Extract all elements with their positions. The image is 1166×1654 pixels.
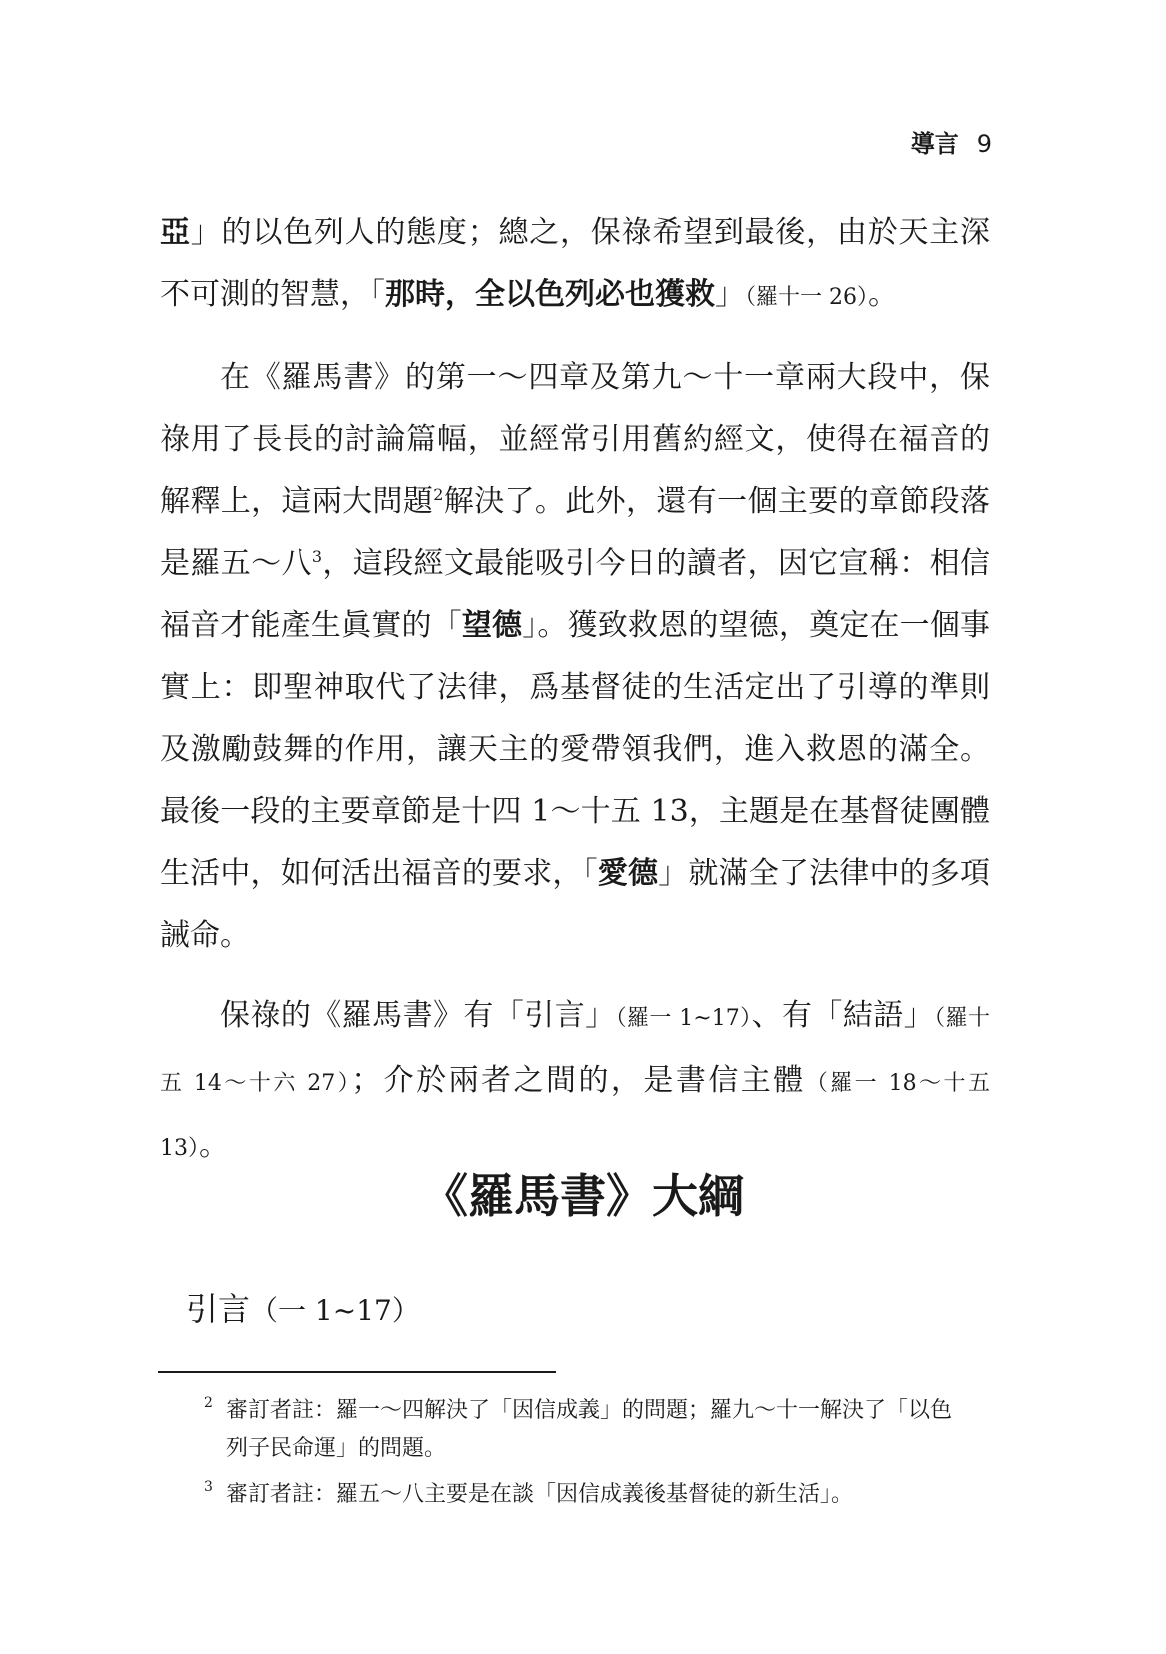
paragraph-3: 保祿的《羅馬書》有「引言」（羅一 1~17）、有「結語」（羅十五 14～十六 27）；介於兩者之間的，是書信主體（羅一 18～十五 13）。 [160,998,991,1163]
bold-term-love: 愛德 [597,856,659,891]
footnote-divider [158,1371,556,1373]
scripture-reference: （羅十一 26） [745,285,868,310]
bold-term-hope: 望德 [461,608,523,643]
scripture-reference: （羅一 1~17） [615,1006,752,1031]
sub-heading [186,1284,420,1330]
footnote-text: 審訂者註：羅一～四解決了「因信成義」的問題；羅九～十一解決了「以色列子民命運」的問題。 [226,1398,953,1461]
footnotes [200,1392,960,1522]
sub-heading-reference: （一 1~17） [250,1294,420,1327]
running-header [911,124,992,159]
footnote-3 [200,1476,960,1514]
footnote-text: 審訂者註：羅五～八主要是在談「因信成義後基督徒的新生活」。 [226,1482,854,1507]
footnote-mark: 2 [204,1395,213,1411]
bold-quote: 那時，全以色列必也獲救 [385,277,715,312]
footnote-mark: 3 [204,1479,213,1495]
header-section-title: 導言 [910,130,959,158]
scripture-reference: （羅一 18～十五 13） [160,1071,990,1161]
sub-heading-label: 引言 [186,1290,251,1328]
paragraph-1: 亞」的以色列人的態度；總之，保祿希望到最後，由於天主深不可測的智慧，「那時，全以色列必也獲救」（羅十一 26）。 [160,215,991,312]
section-title: 《羅馬書》大綱 [422,1169,744,1223]
bold-text: 亞 [160,215,191,250]
body-text [160,202,990,1198]
footnote-ref-2[interactable]: 2 [433,485,444,504]
page-number: 9 [976,130,992,158]
scripture-reference: （羅十五 14～十六 27） [160,1006,991,1096]
paragraph-2: 在《羅馬書》的第一～四章及第九～十一章兩大段中，保祿用了長長的討論篇幅，並經常引用舊約經文，使得在福音的解釋上，這兩大問題$^2$解決了。此外，還有一個主要的章節段落是羅五～八$^3$，這段經文最能吸引今日的讀者，因它宣稱：相信福音才能產生眞實的「望德」。獲致救恩的望德，奠定在一個事實上：即聖神取代了法律，爲基督徒的生活定出了引導的準則及激勵鼓舞的作用，讓天主的愛帶領我們，進入救恩的滿全。最後一段的主要章節是十四 1～十五 13，主題是在基督徒團體生活中，如何活出福音的要求，「愛德」就滿全了法律中的多項誡命。 [160,360,991,953]
footnote-2 [200,1392,960,1468]
footnote-ref-3[interactable]: 3 [311,547,323,566]
